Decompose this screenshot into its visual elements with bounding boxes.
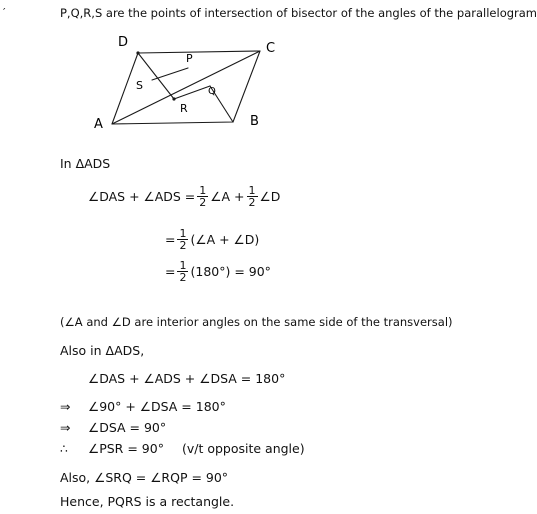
label-q: Q [208,86,216,97]
problem-statement: P,Q,R,S are the points of intersection of bisector of the angles of the parallelogram [60,6,537,20]
eq3-equals: = [165,264,176,279]
step-therefore [60,441,305,456]
label-b: B [250,114,259,129]
fraction-num: 1 [199,184,207,197]
step-text: ∠PSR = 90° [88,441,164,456]
fraction-num: 1 [248,184,256,197]
point-r [172,97,175,100]
step-text: ∠DSA = 90° [88,420,167,435]
fraction-half [177,260,188,283]
bisector-d [138,53,174,99]
eq2-equals: = [165,232,176,247]
margin-tick: ′ [3,6,6,19]
implies-symbol: ⇒ [60,399,71,414]
segment-sp [152,68,188,80]
label-d: D [118,35,129,50]
fraction-den: 2 [179,239,187,252]
equation-2 [165,228,259,251]
eq1-mid: ∠A + [210,189,245,204]
in-triangle-ads: In ΔADS [60,156,111,171]
label-s: S [136,79,143,92]
fraction-half-a [197,185,208,208]
fraction-half [177,228,188,251]
label-a: A [94,117,103,132]
equation-3 [165,260,271,283]
point-d [136,51,139,54]
fraction-den: 2 [199,196,207,209]
eq1-end: ∠D [259,189,281,204]
step-implies-2 [60,420,166,435]
eq3-rest: (180°) = 90° [190,264,271,279]
step-implies-1 [60,399,226,414]
conclusion: Hence, PQRS is a rectangle. [60,494,235,509]
fraction-half-d [247,185,258,208]
angle-sum-equation: ∠DAS + ∠ADS + ∠DSA = 180° [88,371,286,386]
therefore-symbol: ∴ [60,441,68,456]
segment-rq [174,86,210,99]
eq1-lhs: ∠DAS + ∠ADS = [88,189,196,204]
equation-1 [88,185,280,208]
also-in-triangle: Also in ΔADS, [60,343,145,358]
label-r: R [180,102,188,115]
step-text: ∠90° + ∠DSA = 180° [88,399,226,414]
implies-symbol: ⇒ [60,420,71,435]
fraction-num: 1 [179,259,187,272]
step-reason: (v/t opposite angle) [181,441,305,456]
also-right-angles: Also, ∠SRQ = ∠RQP = 90° [60,470,229,485]
label-p: P [186,52,193,65]
eq2-rest: (∠A + ∠D) [190,232,260,247]
parallelogram-figure [90,28,290,132]
label-c: C [266,41,276,56]
fraction-den: 2 [179,271,187,284]
fraction-num: 1 [179,227,187,240]
interior-angles-note: (∠A and ∠D are interior angles on the same side of the transversal) [60,315,453,329]
fraction-den: 2 [248,196,256,209]
